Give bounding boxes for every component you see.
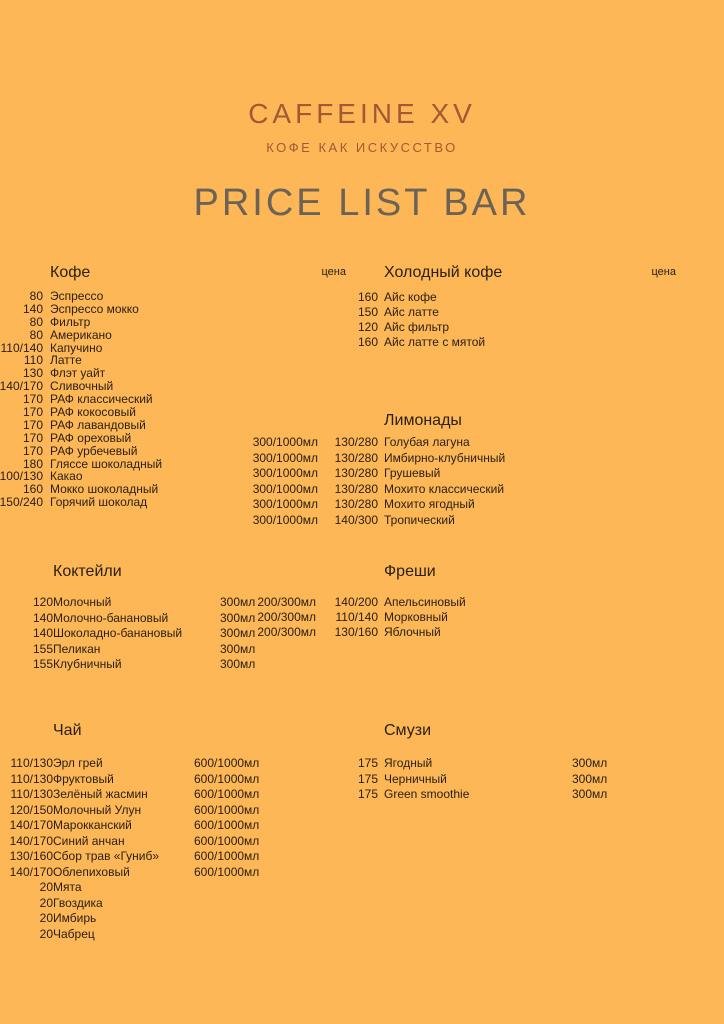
page-title: PRICE LIST BAR: [193, 182, 531, 224]
item-price: 140/170: [0, 379, 43, 394]
item-price: 110/130: [10, 756, 53, 770]
item-price: 130/280: [334, 450, 378, 465]
item-price: 120: [32, 595, 53, 609]
item-volume: 200/300мл: [257, 610, 316, 624]
item-price: 20: [39, 926, 53, 941]
item-name: Грушевый: [384, 466, 441, 480]
item-name: Флэт уайт: [50, 366, 106, 381]
item-name: Мохито классический: [384, 481, 505, 496]
item-volume: 300/1000мл: [252, 497, 318, 511]
section-fresh: [257, 563, 680, 653]
item-price: 150/240: [0, 495, 43, 510]
item-volume: 300/1000мл: [252, 466, 318, 480]
item-price: 175: [357, 771, 378, 786]
item-volume: 300мл: [572, 771, 608, 786]
item-name: Айс латте: [384, 305, 439, 319]
item-name: Яблочный: [384, 625, 441, 639]
item-name: Айс латте с мятой: [384, 335, 486, 349]
item-name: Пеликан: [53, 641, 101, 656]
price-column-header: цена: [651, 266, 676, 278]
item-name: Капучино: [50, 340, 103, 355]
item-price: 170: [22, 430, 43, 445]
item-price: 80: [29, 289, 43, 303]
item-name: РАФ лавандовый: [50, 417, 146, 432]
item-name: Ягодный: [384, 756, 433, 770]
item-price: 20: [39, 911, 53, 925]
item-name: Green smoothie: [384, 787, 470, 801]
item-price: 130/280: [334, 466, 378, 480]
brand-tagline: КОФЕ КАК ИСКУССТВО: [266, 140, 458, 155]
item-name: Черничный: [384, 771, 447, 786]
item-price: 130/280: [334, 497, 378, 511]
item-price: 140: [22, 301, 43, 316]
item-price: 170: [22, 405, 43, 420]
item-volume: 300/1000мл: [252, 481, 318, 496]
item-price: 130: [22, 366, 43, 381]
item-volume: 600/1000мл: [194, 787, 260, 801]
item-price: 80: [29, 314, 43, 329]
item-price: 160: [22, 482, 43, 497]
section-title: Кофе: [50, 264, 91, 281]
item-name: Мохито ягодный: [384, 497, 475, 511]
item-price: 80: [29, 327, 43, 342]
item-name: Апельсиновый: [384, 595, 466, 609]
item-price: 160: [357, 290, 378, 304]
item-name: Фруктовый: [53, 771, 114, 786]
item-name: Мята: [53, 880, 82, 894]
item-price: 175: [357, 787, 378, 801]
item-price: 110/140: [0, 340, 43, 355]
item-volume: 300/1000мл: [252, 450, 318, 465]
item-price: 155: [32, 657, 53, 671]
item-name: Мокко шоколадный: [50, 482, 159, 497]
item-name: Синий анчан: [53, 833, 125, 848]
item-price: 180: [22, 456, 43, 471]
item-price: 110: [23, 353, 43, 368]
item-volume: 200/300мл: [257, 625, 316, 639]
item-name: Имбирно-клубничный: [384, 450, 506, 465]
item-name: Какао: [50, 469, 83, 484]
item-price: 160: [357, 335, 378, 349]
item-price: 130/160: [334, 625, 378, 639]
item-name: Клубничный: [53, 657, 122, 671]
item-price: 140/170: [9, 818, 53, 832]
section-smoothie: [357, 722, 680, 812]
item-volume: 300/1000мл: [252, 512, 318, 527]
item-price: 140/200: [334, 595, 378, 609]
item-volume: 300мл: [220, 610, 256, 625]
item-price: 170: [22, 417, 43, 432]
item-price: 120: [357, 320, 378, 334]
item-price: 140: [32, 626, 53, 640]
item-volume: 600/1000мл: [194, 849, 260, 863]
item-name: Эрл грей: [53, 756, 103, 770]
item-price: 150: [357, 305, 378, 319]
item-name: РАФ кокосовый: [50, 405, 136, 420]
item-volume: 600/1000мл: [194, 771, 260, 786]
item-name: Сливочный: [50, 379, 114, 394]
brand-name: CAFFEINE XV: [248, 98, 476, 129]
item-volume: 600/1000мл: [194, 864, 260, 879]
item-name: Голубая лагуна: [384, 435, 470, 449]
section-title: Холодный кофе: [384, 264, 503, 281]
item-volume: 300мл: [220, 626, 256, 640]
item-price: 170: [22, 392, 43, 407]
item-volume: 600/1000мл: [194, 756, 260, 770]
item-volume: 300мл: [572, 787, 608, 801]
item-name: Тропический: [384, 512, 455, 527]
item-name: Имбирь: [53, 911, 97, 925]
item-name: Айс фильтр: [384, 320, 450, 334]
item-name: Марокканский: [53, 818, 132, 832]
item-price: 140/300: [334, 512, 378, 527]
item-price: 110/130: [10, 787, 53, 801]
item-name: Зелёный жасмин: [53, 787, 148, 801]
item-price: 175: [357, 756, 378, 770]
item-name: Эспрессо мокко: [50, 301, 139, 316]
item-volume: 300мл: [220, 595, 256, 609]
item-volume: 600/1000мл: [194, 833, 260, 848]
item-volume: 300мл: [572, 756, 608, 770]
item-price: 20: [39, 895, 53, 910]
item-price: 155: [32, 641, 53, 656]
item-price: 20: [39, 880, 53, 894]
item-volume: 300мл: [220, 657, 256, 671]
item-price: 130/160: [9, 849, 53, 863]
section-tea: [9, 722, 343, 952]
item-name: Молочный: [53, 595, 112, 609]
item-name: Горячий шоколад: [50, 495, 148, 510]
section-title: Лимонады: [384, 412, 462, 429]
item-price: 110/130: [10, 771, 53, 786]
section-title: Чай: [53, 722, 82, 739]
item-volume: 600/1000мл: [194, 802, 260, 817]
item-name: Айс кофе: [384, 290, 437, 304]
item-name: Фильтр: [50, 314, 91, 329]
item-price: 100/130: [0, 469, 43, 484]
item-volume: 200/300мл: [257, 595, 316, 609]
item-name: Сбор трав «Гуниб»: [53, 849, 160, 863]
section-title: Коктейли: [53, 563, 122, 580]
item-price: 110/140: [335, 610, 378, 624]
section-title: Фреши: [384, 563, 436, 580]
item-name: Гляссе шоколадный: [50, 456, 163, 471]
item-name: РАФ классический: [50, 392, 153, 407]
item-name: Американо: [50, 327, 112, 342]
item-name: Чабрец: [53, 926, 95, 941]
item-name: Эспрессо: [50, 289, 104, 303]
item-volume: 300/1000мл: [252, 435, 318, 449]
item-name: Гвоздика: [53, 895, 103, 910]
item-price: 140/170: [9, 864, 53, 879]
item-price: 130/280: [334, 435, 378, 449]
item-price: 120/150: [9, 802, 53, 817]
item-name: Морковный: [384, 610, 448, 624]
item-name: РАФ ореховый: [50, 430, 132, 445]
item-price: 130/280: [334, 481, 378, 496]
item-volume: 300мл: [220, 641, 256, 656]
item-name: РАФ урбечевый: [50, 443, 138, 458]
section-title: Смузи: [384, 722, 432, 739]
item-price: 140/170: [9, 833, 53, 848]
item-price: 170: [22, 443, 43, 458]
item-name: Молочный Улун: [53, 802, 142, 817]
item-price: 140: [32, 610, 53, 625]
section-lemonades: [252, 412, 680, 542]
item-name: Латте: [50, 353, 82, 368]
item-name: Шоколадно-банановый: [53, 626, 183, 640]
item-volume: 600/1000мл: [194, 818, 260, 832]
item-name: Облепиховый: [53, 864, 130, 879]
section-cold-coffee: [357, 264, 680, 364]
item-name: Молочно-банановый: [53, 610, 169, 625]
price-column-header: цена: [321, 266, 346, 278]
